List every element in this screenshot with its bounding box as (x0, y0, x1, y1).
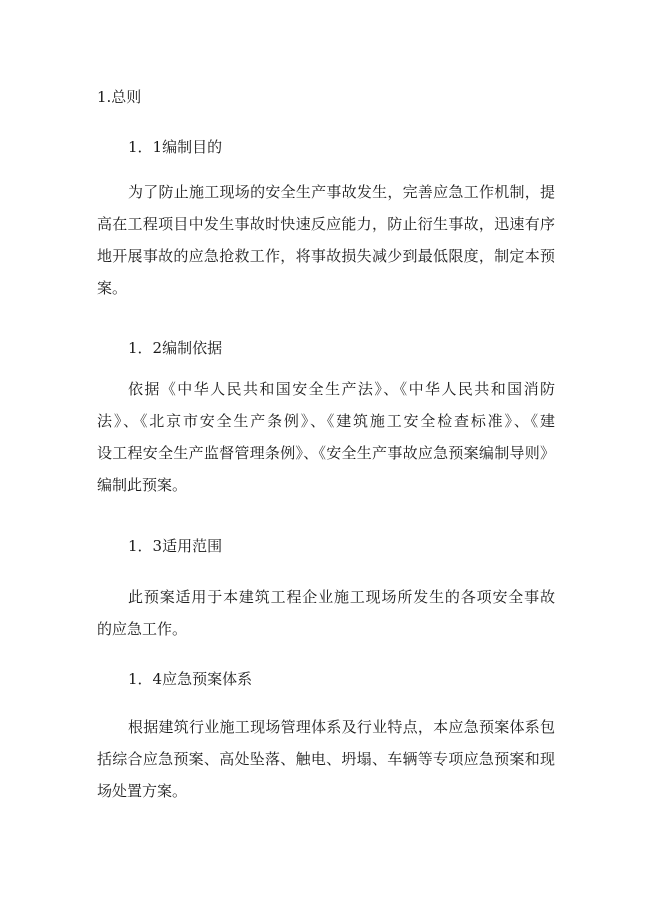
section-title-basis: 1．2编制依据 (128, 339, 223, 357)
section-body-basis (97, 373, 555, 501)
paragraph-line: 场处置方案。 (97, 782, 188, 800)
section-body-scope (97, 581, 555, 645)
section-title-scope: 1．3适用范围 (128, 537, 223, 555)
heading-general-provisions: 1.总则 (97, 88, 142, 106)
paragraph-line: 括综合应急预案、高处坠落、触电、坍塌、车辆等专项应急预案和现 (97, 750, 555, 768)
section-title-purpose: 1．1编制目的 (128, 138, 223, 156)
paragraph-line: 设工程安全生产监督管理条例》、《安全生产事故应急预案编制导则》 (97, 444, 555, 462)
paragraph-line: 依据《中华人民共和国安全生产法》、《中华人民共和国消防 (128, 380, 555, 398)
paragraph-line: 案。 (97, 279, 128, 297)
paragraph-line: 的应急工作。 (97, 620, 188, 638)
section-body-plan-system (97, 711, 555, 807)
paragraph-line: 此预案适用于本建筑工程企业施工现场所发生的各项安全事故 (128, 588, 555, 606)
section-title-plan-system: 1．4应急预案体系 (128, 670, 253, 688)
paragraph-line: 高在工程项目中发生事故时快速反应能力，防止衍生事故，迅速有序 (97, 215, 555, 233)
paragraph-line: 编制此预案。 (97, 476, 188, 494)
paragraph-line: 为了防止施工现场的安全生产事故发生，完善应急工作机制，提 (128, 183, 555, 201)
paragraph-line: 地开展事故的应急抢救工作，将事故损失减少到最低限度，制定本预 (97, 247, 555, 265)
paragraph-line: 法》、《北京市安全生产条例》、《建筑施工安全检查标准》、《建 (97, 412, 555, 430)
section-body-purpose (97, 176, 555, 304)
paragraph-line: 根据建筑行业施工现场管理体系及行业特点，本应急预案体系包 (128, 718, 555, 736)
